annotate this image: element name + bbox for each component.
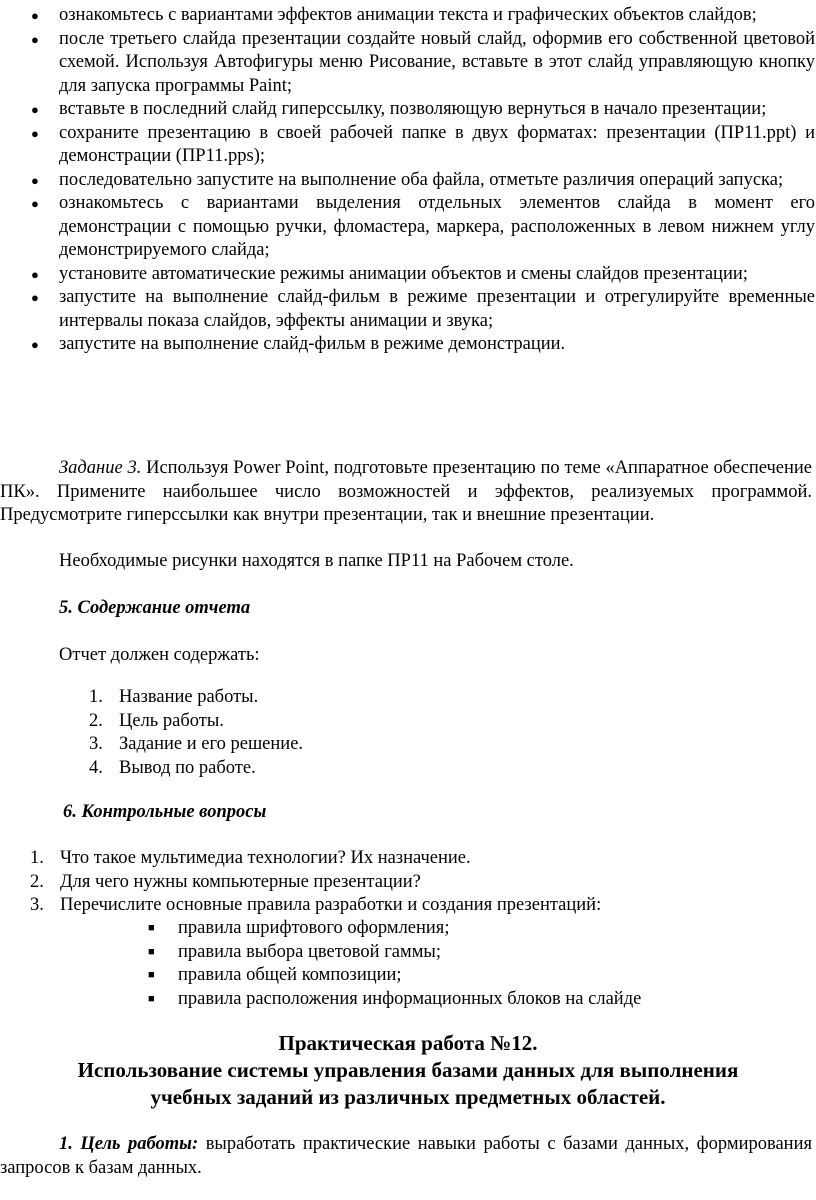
- list-item: ● запустите на выполнение слайд-фильм в режиме демонстрации.: [0, 333, 815, 357]
- list-item: ● установите автоматические режимы анимации объектов и смены слайдов презентации;: [0, 263, 815, 287]
- list-item: ● запустите на выполнение слайд-фильм в режиме презентации и отрегулируйте временные интервалы показа слайдов, эффекты анимации и звука;: [31, 287, 815, 331]
- section5-intro: Отчет должен содержать:: [59, 645, 260, 665]
- bullet-icon: ●: [31, 337, 39, 352]
- practical-title: Практическая работа №12.: [278, 1031, 538, 1055]
- bullet-icon: ●: [31, 31, 39, 47]
- list-item: 2. Цель работы.: [89, 710, 224, 731]
- list-item: ■ правила общей композиции;: [148, 964, 641, 988]
- list-item: ● после третьего слайда презентации создайте новый слайд, оформив его собственной цветовой схемой. Используя Автофигуры меню Рисование, вставьте в этот слайд управляющую кнопку для запуска программы Paint;: [31, 28, 815, 96]
- goal-label: 1. Цель работы:: [59, 1134, 199, 1154]
- section5-heading: 5. Содержание отчета: [59, 598, 251, 618]
- practical-subtitle-line1: Использование системы управления базами данных для выполнения: [77, 1058, 739, 1082]
- square-bullet-icon: ■: [148, 992, 155, 1005]
- bullet-icon: ●: [31, 290, 39, 305]
- square-bullet-icon: ■: [148, 945, 155, 958]
- list-item: 1. Что такое мультимедиа технологии? Их назначение.: [30, 848, 471, 868]
- bullet-icon: ●: [31, 196, 39, 211]
- report-contents-list: [89, 686, 303, 780]
- task3-paragraph: [0, 457, 812, 528]
- list-item: 2. Для чего нужны компьютерные презентации?: [30, 871, 421, 892]
- task-steps-list: [0, 4, 815, 357]
- list-item: ● ознакомьтесь с вариантами выделения отдельных элементов слайда в момент его демонстрации с помощью ручки, фломастера, маркера, расположенных в левом нижнем углу демонстрируемого слайда;: [31, 193, 815, 260]
- list-item: 4. Вывод по работе.: [89, 757, 256, 778]
- list-item: ● последовательно запустите на выполнение оба файла, отметьте различия операций запуска;: [0, 169, 815, 193]
- bullet-icon: ●: [31, 8, 39, 23]
- list-item: ■ правила выбора цветовой гаммы;: [148, 941, 641, 965]
- list-item: ● ознакомьтесь с вариантами эффектов анимации текста и графических объектов слайдов;: [0, 4, 815, 28]
- section6-heading: 6. Контрольные вопросы: [63, 802, 267, 822]
- square-bullet-icon: ■: [148, 922, 155, 934]
- list-item: 3. Перечислите основные правила разработки и создания презентаций:: [30, 895, 602, 915]
- list-item: ■ правила шрифтового оформления;: [148, 917, 641, 941]
- practical-subtitle-line2: учебных заданий из различных предметных областей.: [150, 1085, 666, 1109]
- goal-paragraph: [0, 1133, 812, 1180]
- list-item: ● вставьте в последний слайд гиперссылку, позволяющую вернуться в начало презентации;: [0, 98, 815, 122]
- list-item: 1. Название работы.: [89, 687, 259, 707]
- square-bullet-icon: ■: [148, 969, 155, 981]
- goal-text: выработать практические навыки работы с базами данных, формирования запросов к базам данных.: [0, 1134, 812, 1178]
- task3-label: Задание 3.: [59, 458, 142, 478]
- control-questions-list: [30, 847, 601, 918]
- folder-note: Необходимые рисунки находятся в папке ПР11 на Рабочем столе.: [59, 551, 574, 571]
- bullet-icon: ●: [31, 172, 39, 188]
- bullet-icon: ●: [31, 266, 39, 282]
- list-item: ■ правила расположения информационных блоков на слайде: [148, 988, 641, 1012]
- bullet-icon: ●: [31, 125, 39, 141]
- list-item: ● сохраните презентацию в своей рабочей папке в двух форматах: презентации (ПР11.ppt) и демонстрации (ПР11.pps);: [31, 122, 815, 166]
- list-item: 3. Задание и его решение.: [89, 734, 304, 754]
- presentation-rules-list: [148, 917, 641, 1011]
- task3-text: Используя Power Point, подготовьте презентацию по теме «Аппаратное обеспечение ПК». Примените наибольшее число возможностей и эффектов, реализуемых программой. Предусмотрите гиперссылки как внутри презентации, так и внешние презентации.: [0, 458, 812, 525]
- bullet-icon: ●: [31, 102, 39, 117]
